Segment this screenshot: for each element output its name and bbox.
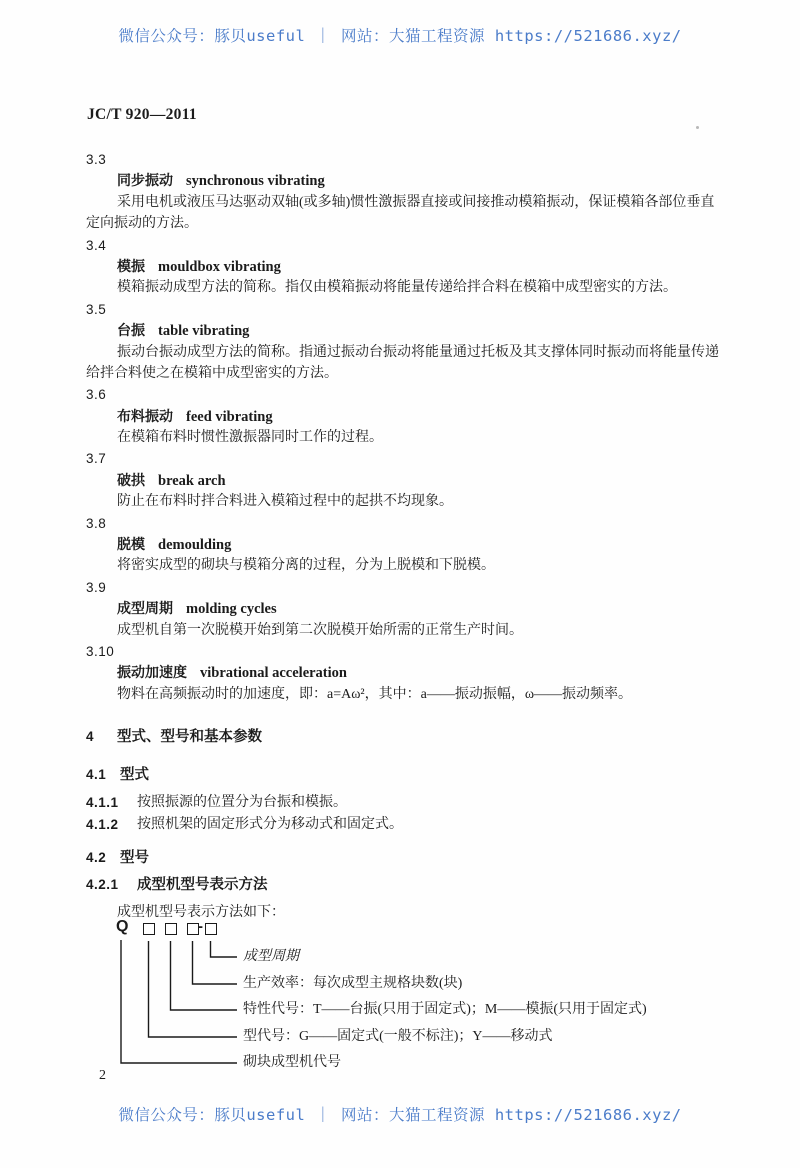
term-zh: 振动加速度 [117,664,187,681]
term-definition: 模箱振动成型方法的简称。指仅由模箱振动将能量传递给拌合料在模箱中成型密实的方法。 [117,280,677,296]
clause-title: 型式、型号和基本参数 [117,729,262,745]
term-definition: 防止在布料时拌合料进入模箱过程中的起拱不均现象。 [117,494,453,510]
section-4-1-heading [86,765,149,785]
term-number: 3.3 [86,152,107,167]
term-title [86,320,754,341]
clause-number: 4.2 [86,850,107,865]
term-en: synchronous vibrating [186,173,325,190]
term-zh: 模振 [117,257,145,274]
term-3-3 [86,149,754,235]
clause-4-1-1 [86,793,347,813]
term-definition: 采用电机或液压马达驱动双轴(或多轴)惯性激振器直接或间接推动模箱振动，保证模箱各部位垂直 [117,194,715,210]
term-en: molding cycles [186,601,277,618]
term-number: 3.5 [86,301,107,317]
clause-number: 4.2.1 [86,877,119,892]
term-title [86,256,754,277]
clause-number: 4.1.2 [86,817,119,832]
term-3-4 [86,235,754,299]
term-zh: 破拱 [117,471,145,488]
term-definition: 将密实成型的砌块与模箱分离的过程，分为上脱模和下脱模。 [117,558,495,574]
term-title [86,470,754,491]
diagram-intro: 成型机型号表示方法如下： [117,905,285,920]
term-definition: 定向振动的方法。 [86,216,198,232]
term-definition: 给拌合料使之在模箱中成型密实的方法。 [86,365,338,381]
term-number: 3.4 [86,237,107,253]
term-3-7 [86,448,754,512]
term-zh: 脱模 [117,536,145,553]
term-number: 3.6 [86,387,107,403]
scan-speck [696,126,699,129]
term-definition: 物料在高频振动时的加速度，即：a=Aω²，其中：a——振动振幅，ω——振动频率。 [117,686,633,702]
model-code-box [205,923,217,935]
term-3-9 [86,577,754,641]
term-en: vibrational acceleration [200,665,347,682]
clause-4-1-2 [86,815,403,835]
term-zh: 布料振动 [117,407,173,424]
term-3-10 [86,641,754,705]
clause-number: 4.1 [86,767,107,782]
diagram-label-molding-cycle: 成型周期 [243,949,299,964]
term-title [86,534,754,555]
diagram-label-type-code: 型代号：G——固定式(一般不标注)；Y——移动式 [243,1029,553,1044]
term-en: demoulding [158,537,232,554]
term-en: mouldbox vibrating [158,258,281,275]
term-en: break arch [158,472,226,489]
terms-section [86,149,754,705]
section-4-2-heading [86,848,149,868]
term-number: 3.9 [86,579,107,595]
term-title [86,406,754,427]
wechat-watermark-bottom: 微信公众号：豚贝useful ｜ 网站：大猫工程资源 https://521686.xyz/ [118,1106,682,1124]
term-definition: 成型机自第一次脱模开始到第二次脱模开始所需的正常生产时间。 [117,622,523,638]
term-number: 3.8 [86,515,107,531]
term-en: table vibrating [158,323,250,340]
term-title [86,170,754,191]
term-number: 3.10 [86,643,115,659]
clause-text: 按照振源的位置分为台振和模振。 [137,795,347,810]
clause-title: 成型机型号表示方法 [137,877,268,893]
diagram-label-machine-code: 砌块成型机代号 [243,1055,341,1070]
model-code-box [143,923,155,935]
model-code-box [165,923,177,935]
diagram-label-production-efficiency: 生产效率：每次成型主规格块数(块) [243,976,463,991]
term-zh: 台振 [117,322,145,339]
model-code-prefix: Q [116,918,129,935]
term-3-6 [86,384,754,448]
clause-number: 4.1.1 [86,795,119,810]
term-zh: 同步振动 [117,172,173,189]
term-definition: 在模箱布料时惯性激振器同时工作的过程。 [117,430,383,446]
term-3-5 [86,299,754,385]
term-en: feed vibrating [186,408,273,425]
clause-text: 按照机架的固定形式分为移动式和固定式。 [137,817,403,832]
model-code-separator: - [198,918,203,935]
term-zh: 成型周期 [117,600,173,617]
term-number: 3.7 [86,451,107,467]
term-title [86,598,754,619]
clause-4-2-1-heading [86,875,268,895]
clause-title: 型号 [120,850,149,866]
page-number: 2 [99,1068,106,1083]
wechat-watermark-top: 微信公众号：豚贝useful ｜ 网站：大猫工程资源 https://521686.xyz/ [118,27,682,45]
term-3-8 [86,513,754,577]
doc-code: JC/T 920—2011 [87,106,197,123]
clause-number: 4 [86,729,95,744]
term-definition: 振动台振动成型方法的简称。指通过振动台振动将能量通过托板及其支撑体同时振动而将能量传递 [117,344,719,360]
section-4-heading [86,727,262,747]
diagram-label-characteristic-code: 特性代号：T——台振(只用于固定式)；M——模振(只用于固定式) [243,1002,647,1017]
term-title [86,662,754,683]
clause-title: 型式 [120,767,149,783]
